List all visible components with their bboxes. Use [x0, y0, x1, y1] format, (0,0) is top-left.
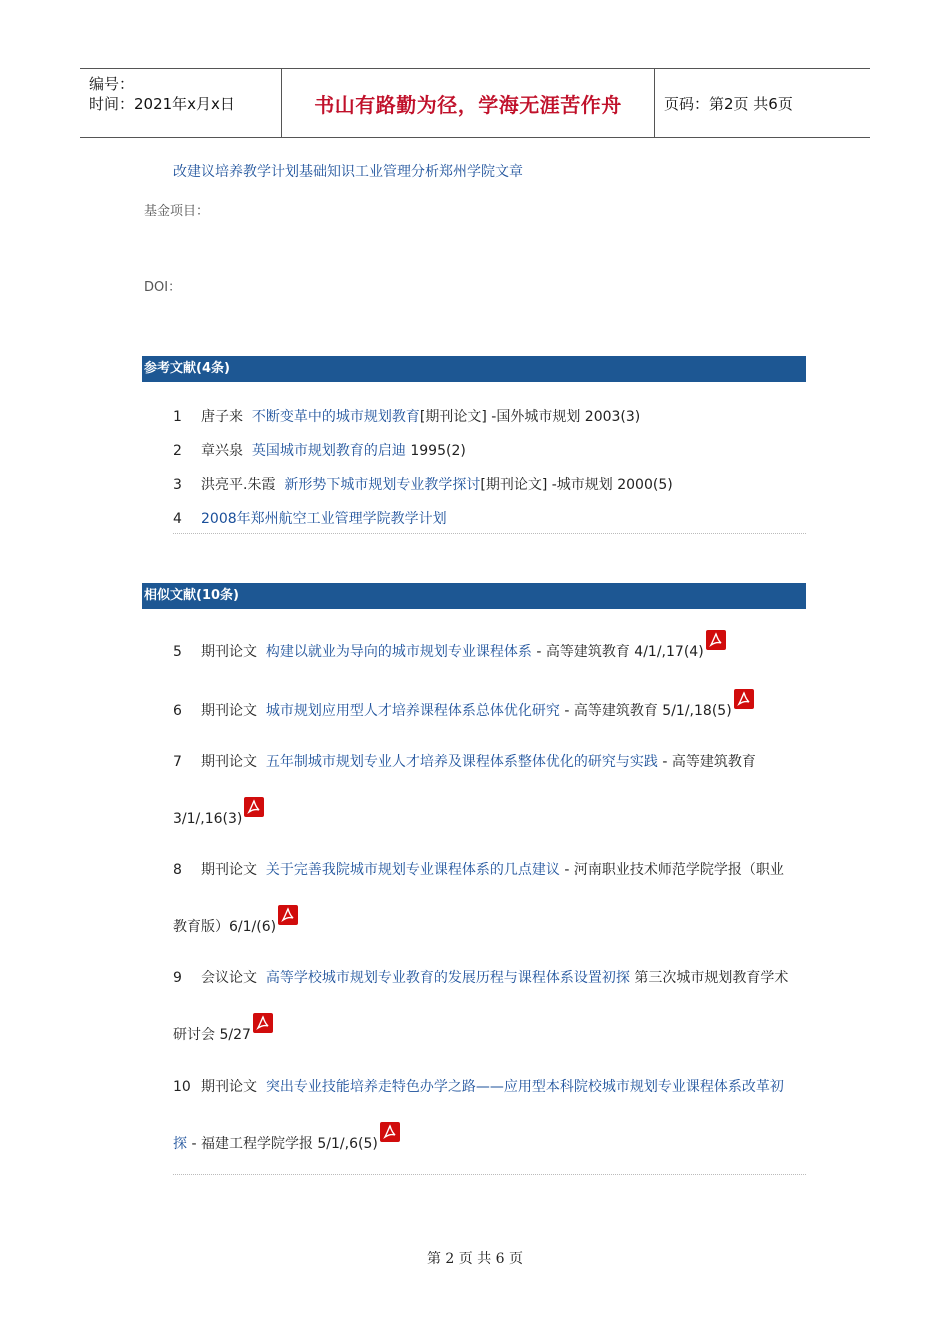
- pdf-icon[interactable]: [380, 1122, 400, 1142]
- similar-item-continuation: [173, 1122, 400, 1153]
- pdf-icon[interactable]: [253, 1013, 273, 1033]
- similar-type: 期刊论文: [201, 862, 257, 878]
- reference-number: 2: [173, 443, 182, 459]
- reference-number: 3: [173, 477, 182, 493]
- similar-type: 期刊论文: [201, 703, 257, 719]
- fund-label: 基金项目：: [144, 204, 210, 219]
- pdf-icon[interactable]: [734, 689, 754, 709]
- similar-source-cont: - 福建工程学院学报 5/1/,6(5): [187, 1136, 378, 1152]
- section-divider: [173, 533, 806, 534]
- references-section-title: 参考文献(4条): [142, 356, 806, 382]
- similar-item: [173, 967, 788, 987]
- similar-item: [173, 751, 756, 771]
- similar-source: - 河南职业技术师范学院学报（职业: [559, 862, 784, 878]
- reference-title-link[interactable]: 不断变革中的城市规划教育: [251, 409, 420, 425]
- similar-title-link[interactable]: 突出专业技能培养走特色办学之路——应用型本科院校城市规划专业课程体系改革初: [265, 1079, 784, 1095]
- similar-title-link[interactable]: 五年制城市规划专业人才培养及课程体系整体优化的研究与实践: [265, 754, 658, 770]
- header-left-cell: [80, 69, 282, 137]
- similar-type: 期刊论文: [201, 1079, 257, 1095]
- similar-number: 6: [173, 703, 182, 719]
- reference-source: [期刊论文] -城市规划 2000(5): [480, 477, 673, 493]
- similar-type: 期刊论文: [201, 644, 257, 660]
- similar-source: - 高等建筑教育 5/1/,18(5): [559, 703, 732, 719]
- similar-number: 8: [173, 862, 182, 878]
- similar-section-title: 相似文献(10条): [142, 583, 806, 609]
- reference-item: [173, 508, 447, 528]
- similar-number: 5: [173, 644, 182, 660]
- similar-title-link-cont[interactable]: 探: [173, 1136, 187, 1152]
- date-label: 时间：2021年x月x日: [89, 95, 235, 113]
- similar-number: 10: [173, 1079, 191, 1095]
- header-page-info: 页码：第2页 共6页: [664, 94, 793, 113]
- reference-title-link[interactable]: 英国城市规划教育的启迪: [251, 443, 406, 459]
- page-footer: 第 2 页 共 6 页: [426, 1251, 524, 1267]
- similar-source: - 高等建筑教育 4/1/,17(4): [531, 644, 704, 660]
- reference-source: 1995(2): [410, 443, 466, 459]
- reference-title-link[interactable]: 新形势下城市规划专业教学探讨: [284, 477, 481, 493]
- keywords-link[interactable]: 改建议培养教学计划基础知识工业管理分析郑州学院文章: [173, 164, 523, 180]
- document-header: [80, 68, 870, 138]
- similar-item-continuation: [173, 905, 298, 936]
- header-right-cell: [655, 69, 870, 137]
- similar-type: 会议论文: [201, 970, 257, 986]
- similar-item-continuation: [173, 1013, 273, 1044]
- reference-source: [期刊论文] -国外城市规划 2003(3): [419, 409, 641, 425]
- reference-author: 唐子来: [201, 409, 243, 425]
- reference-title-link[interactable]: 2008年郑州航空工业管理学院教学计划: [201, 511, 447, 527]
- similar-source: 第三次城市规划教育学术: [629, 970, 789, 986]
- header-motto-cell: [282, 69, 655, 137]
- pdf-icon[interactable]: [706, 630, 726, 650]
- number-label: 编号：: [89, 75, 135, 93]
- similar-source-cont: 教育版）6/1/(6): [173, 919, 277, 935]
- similar-source: - 高等建筑教育: [657, 754, 756, 770]
- similar-source-cont: 研讨会 5/27: [173, 1027, 251, 1043]
- similar-title-link[interactable]: 城市规划应用型人才培养课程体系总体优化研究: [265, 703, 560, 719]
- similar-number: 9: [173, 970, 182, 986]
- reference-item: [173, 406, 640, 426]
- similar-item: [173, 630, 726, 661]
- reference-number: 1: [173, 409, 182, 425]
- doi-label: DOI：: [144, 280, 182, 295]
- similar-title-link[interactable]: 关于完善我院城市规划专业课程体系的几点建议: [265, 862, 560, 878]
- reference-author: 洪亮平.朱霞: [201, 477, 276, 493]
- similar-title-link[interactable]: 构建以就业为导向的城市规划专业课程体系: [265, 644, 532, 660]
- similar-number: 7: [173, 754, 182, 770]
- pdf-icon[interactable]: [278, 905, 298, 925]
- similar-type: 期刊论文: [201, 754, 257, 770]
- reference-author: 章兴泉: [201, 443, 243, 459]
- pdf-icon[interactable]: [244, 797, 264, 817]
- similar-item-continuation: [173, 797, 264, 827]
- similar-item: [173, 859, 784, 879]
- header-motto: 书山有路勤为径，学海无涯苦作舟: [314, 92, 622, 117]
- reference-item: [173, 440, 466, 460]
- similar-title-link[interactable]: 高等学校城市规划专业教育的发展历程与课程体系设置初探: [265, 970, 630, 986]
- reference-number: 4: [173, 511, 182, 527]
- reference-item: [173, 474, 673, 494]
- similar-item: [173, 1076, 784, 1096]
- section-divider: [173, 1174, 806, 1175]
- similar-source-cont: 3/1/,16(3): [173, 811, 243, 827]
- similar-item: [173, 689, 754, 720]
